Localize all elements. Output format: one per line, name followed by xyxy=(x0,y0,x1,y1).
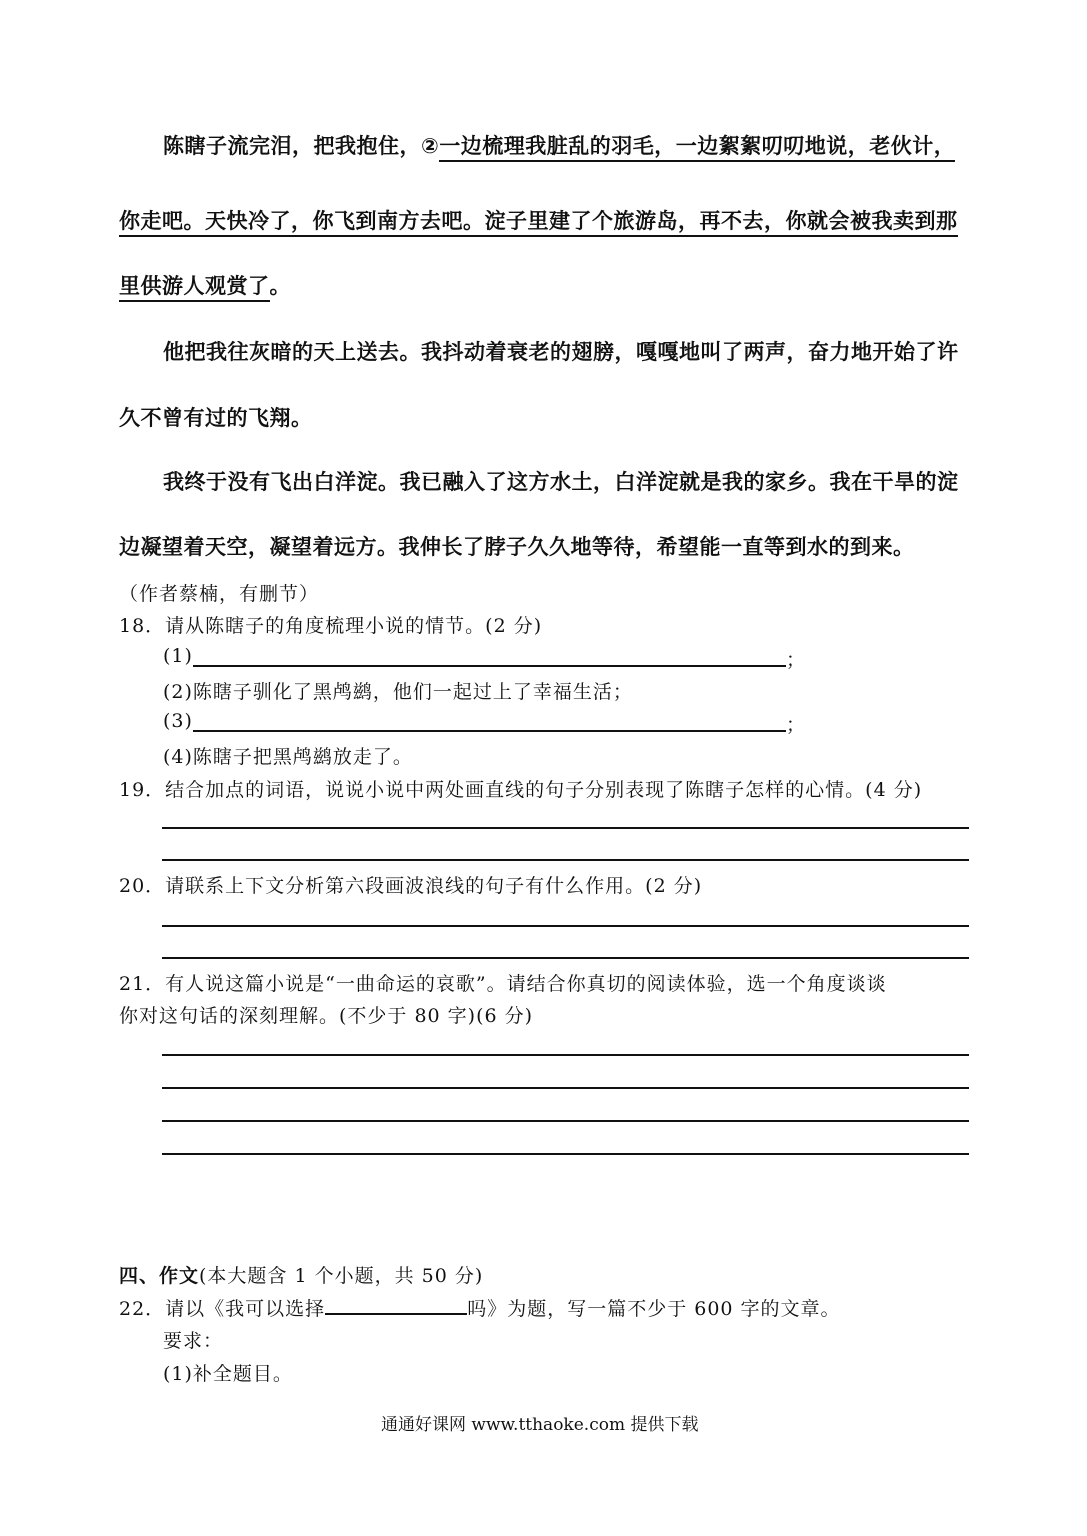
answer-line[interactable] xyxy=(162,925,969,927)
q18-item-3: (3) xyxy=(163,710,193,732)
q18-item-2: (2)陈瞎子驯化了黑鸬鹚，他们一起过上了幸福生活； xyxy=(163,681,633,703)
answer-line[interactable] xyxy=(162,1153,969,1155)
story-line-2 xyxy=(119,205,958,235)
answer-line[interactable] xyxy=(162,827,969,829)
question-19: 19．结合加点的词语，说说小说中两处画直线的句子分别表现了陈瞎子怎样的心情。(4 分) xyxy=(119,779,923,801)
q22-requirement-1: (1)补全题目。 xyxy=(163,1363,293,1385)
underlined-sentence: 你走吧。天快冷了，你飞到南方去吧。淀子里建了个旅游岛，再不去，你就会被我卖到那 xyxy=(119,209,958,237)
story-line-1 xyxy=(163,130,955,160)
underlined-sentence: 里供游人观赏了 xyxy=(119,274,270,302)
question-21-cont: 你对这句话的深刻理解。(不少于 80 字)(6 分) xyxy=(119,1005,534,1027)
question-21: 21．有人说这篇小说是“一曲命运的哀歌”。请结合你真切的阅读体验，选一个角度谈谈 xyxy=(119,973,887,995)
q22-suffix: 吗》为题，写一篇不少于 600 字的文章。 xyxy=(467,1298,841,1320)
question-18: 18．请从陈瞎子的角度梳理小说的情节。(2 分) xyxy=(119,615,543,637)
semicolon: ； xyxy=(786,714,807,736)
answer-line[interactable] xyxy=(162,1120,969,1122)
story-text: 陈瞎子流完泪，把我抱住，② xyxy=(163,134,440,158)
section-title: 四、作文 xyxy=(119,1265,200,1287)
answer-line[interactable] xyxy=(162,1054,969,1056)
section-4-heading xyxy=(119,1261,483,1288)
story-line-4: 他把我往灰暗的天上送去。我抖动着衰老的翅膀，嘎嘎地叫了两声，奋力地开始了许 xyxy=(163,340,959,364)
question-20: 20．请联系上下文分析第六段画波浪线的句子有什么作用。(2 分) xyxy=(119,875,703,897)
q18-item-4: (4)陈瞎子把黑鸬鹚放走了。 xyxy=(163,746,413,768)
q22-requirements-label: 要求： xyxy=(163,1330,224,1352)
section-note: (本大题含 1 个小题，共 50 分) xyxy=(199,1265,484,1287)
answer-line[interactable] xyxy=(162,957,969,959)
q22-prefix: 22．请以《我可以选择 xyxy=(119,1298,326,1320)
answer-line[interactable] xyxy=(193,665,786,667)
story-source: （作者蔡楠，有删节） xyxy=(119,583,320,605)
story-text: 。 xyxy=(269,274,291,298)
title-blank[interactable] xyxy=(325,1295,467,1315)
underlined-sentence: 一边梳理我脏乱的羽毛，一边絮絮叨叨地说，老伙计， xyxy=(439,134,955,162)
page-footer: 通通好课网 www.tthaoke.com 提供下载 xyxy=(381,1415,699,1435)
semicolon: ； xyxy=(786,649,807,671)
story-line-7: 边凝望着天空，凝望着远方。我伸长了脖子久久地等待，希望能一直等到水的到来。 xyxy=(119,535,915,559)
q18-item-1: (1) xyxy=(163,645,193,667)
answer-line[interactable] xyxy=(162,859,969,861)
answer-line[interactable] xyxy=(193,730,786,732)
story-line-6: 我终于没有飞出白洋淀。我已融入了这方水土，白洋淀就是我的家乡。我在干旱的淀 xyxy=(163,470,959,494)
story-line-5: 久不曾有过的飞翔。 xyxy=(119,406,313,430)
answer-line[interactable] xyxy=(162,1087,969,1089)
question-22 xyxy=(119,1294,841,1321)
story-line-3 xyxy=(119,270,291,300)
